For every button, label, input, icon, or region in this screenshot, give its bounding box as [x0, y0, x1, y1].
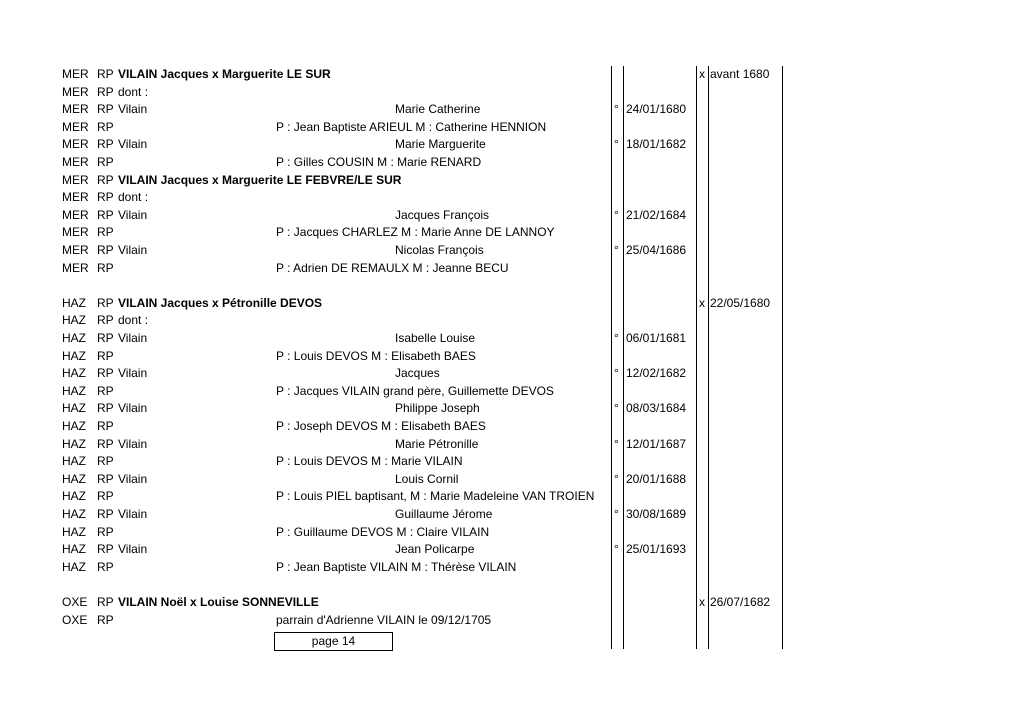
parents-cell: P : Gilles COUSIN M : Marie RENARD [276, 155, 482, 169]
marriage-mark-cell: x [699, 67, 705, 81]
parents-cell: P : Joseph DEVOS M : Elisabeth BAES [276, 419, 486, 433]
rp-cell: RP [97, 542, 114, 557]
marriage-date-cell: 26/07/1682 [710, 595, 771, 609]
table-row [0, 136, 1024, 154]
birth-date-cell: 24/01/1680 [626, 102, 687, 117]
rp-cell: RP [97, 207, 114, 222]
marriage-date-cell: 22/05/1680 [710, 295, 771, 310]
table-row [0, 488, 1024, 506]
birth-mark-cell: ° [614, 436, 619, 451]
rp-cell: RP [97, 366, 114, 381]
name-cell: Vilain [118, 243, 148, 257]
first-name-cell: Marie Catherine [395, 102, 481, 117]
first-name-cell: Nicolas François [395, 243, 484, 257]
rp-cell: RP [97, 524, 114, 539]
marriage-mark-cell: x [699, 295, 705, 310]
parents-cell: P : Guillaume DEVOS M : Claire VILAIN [276, 524, 490, 539]
rp-cell: RP [97, 454, 114, 469]
first-name-cell: Philippe Joseph [395, 401, 480, 416]
page-number-box [274, 632, 393, 651]
table-row [0, 383, 1024, 401]
table-row [0, 400, 1024, 418]
first-name-cell: Guillaume Jérome [395, 507, 493, 521]
name-cell: Vilain [118, 137, 148, 152]
table-row [0, 189, 1024, 207]
place-cell: HAZ [62, 454, 86, 469]
rp-cell: RP [97, 612, 114, 627]
birth-date-cell: 06/01/1681 [626, 331, 687, 345]
first-name-cell: Isabelle Louise [395, 331, 476, 345]
place-cell: HAZ [62, 471, 86, 486]
rp-cell: RP [97, 102, 114, 117]
birth-mark-cell: ° [614, 401, 619, 416]
place-cell: MER [62, 67, 89, 81]
name-cell: VILAIN Jacques x Pétronille DEVOS [118, 295, 323, 310]
birth-date-cell: 08/03/1684 [626, 401, 687, 416]
parents-cell: P : Jacques VILAIN grand père, Guillemette DEVOS [276, 383, 554, 398]
rp-cell: RP [97, 436, 114, 451]
place-cell: MER [62, 84, 89, 99]
name-cell: Vilain [118, 366, 148, 381]
rp-cell: RP [97, 595, 114, 609]
rp-cell: RP [97, 348, 114, 363]
place-cell: HAZ [62, 366, 86, 381]
name-cell: Vilain [118, 542, 148, 557]
place-cell: HAZ [62, 507, 86, 521]
table-row [0, 119, 1024, 137]
place-cell: MER [62, 102, 89, 117]
rp-cell: RP [97, 559, 114, 574]
birth-mark-cell: ° [614, 366, 619, 381]
first-name-cell: Marie Marguerite [395, 137, 486, 152]
parents-cell: P : Adrien DE REMAULX M : Jeanne BECU [276, 260, 509, 275]
table-row [0, 66, 1024, 84]
birth-mark-cell: ° [614, 542, 619, 557]
table-row [0, 365, 1024, 383]
place-cell: HAZ [62, 295, 86, 310]
table-row [0, 172, 1024, 190]
rp-cell: RP [97, 84, 114, 99]
place-cell: MER [62, 119, 89, 134]
table-row [0, 84, 1024, 102]
name-cell: dont : [118, 313, 149, 328]
birth-mark-cell: ° [614, 137, 619, 152]
parents-cell: P : Jean Baptiste VILAIN M : Thérèse VILAIN [276, 559, 517, 574]
place-cell: MER [62, 190, 89, 205]
parents-cell: P : Louis DEVOS M : Elisabeth BAES [276, 348, 476, 363]
rp-cell: RP [97, 507, 114, 521]
rp-cell: RP [97, 155, 114, 169]
parents-cell: parrain d'Adrienne VILAIN le 09/12/1705 [276, 612, 492, 627]
table-row [0, 207, 1024, 225]
birth-mark-cell: ° [614, 243, 619, 257]
place-cell: HAZ [62, 313, 86, 328]
place-cell: HAZ [62, 348, 86, 363]
table-row [0, 330, 1024, 348]
table-row [0, 471, 1024, 489]
marriage-date-cell: avant 1680 [710, 67, 770, 81]
birth-date-cell: 20/01/1688 [626, 471, 687, 486]
place-cell: MER [62, 260, 89, 275]
place-cell: HAZ [62, 524, 86, 539]
rp-cell: RP [97, 172, 114, 187]
table-row [0, 260, 1024, 278]
parents-cell: P : Louis DEVOS M : Marie VILAIN [276, 454, 463, 469]
place-cell: MER [62, 137, 89, 152]
birth-mark-cell: ° [614, 207, 619, 222]
rp-cell: RP [97, 471, 114, 486]
name-cell: VILAIN Jacques x Marguerite LE FEBVRE/LE SUR [118, 172, 402, 187]
place-cell: HAZ [62, 331, 86, 345]
birth-mark-cell: ° [614, 471, 619, 486]
place-cell: MER [62, 207, 89, 222]
table-row [0, 312, 1024, 330]
name-cell: Vilain [118, 207, 148, 222]
name-cell: Vilain [118, 401, 148, 416]
place-cell: HAZ [62, 436, 86, 451]
name-cell: Vilain [118, 102, 148, 117]
rp-cell: RP [97, 225, 114, 240]
table-row [0, 154, 1024, 172]
parents-cell: P : Jean Baptiste ARIEUL M : Catherine HENNION [276, 119, 547, 134]
name-cell: VILAIN Noël x Louise SONNEVILLE [118, 595, 319, 609]
table-row [0, 506, 1024, 524]
table-row [0, 348, 1024, 366]
birth-date-cell: 12/01/1687 [626, 436, 687, 451]
rp-cell: RP [97, 137, 114, 152]
place-cell: MER [62, 243, 89, 257]
table-row [0, 418, 1024, 436]
name-cell: Vilain [118, 331, 148, 345]
rp-cell: RP [97, 489, 114, 504]
table-row [0, 277, 1024, 295]
first-name-cell: Marie Pétronille [395, 436, 479, 451]
place-cell: HAZ [62, 559, 86, 574]
rp-cell: RP [97, 67, 114, 81]
place-cell: MER [62, 225, 89, 240]
birth-date-cell: 21/02/1684 [626, 207, 687, 222]
place-cell: HAZ [62, 383, 86, 398]
rp-cell: RP [97, 331, 114, 345]
rp-cell: RP [97, 295, 114, 310]
table-row [0, 101, 1024, 119]
name-cell: Vilain [118, 471, 148, 486]
parents-cell: P : Louis PIEL baptisant, M : Marie Madeleine VAN TROIEN [276, 489, 595, 504]
first-name-cell: Jacques François [395, 207, 490, 222]
birth-mark-cell: ° [614, 102, 619, 117]
table-row [0, 295, 1024, 313]
rp-cell: RP [97, 190, 114, 205]
first-name-cell: Jean Policarpe [395, 542, 475, 557]
table-row [0, 576, 1024, 594]
parents-cell: P : Jacques CHARLEZ M : Marie Anne DE LANNOY [276, 225, 555, 240]
name-cell: VILAIN Jacques x Marguerite LE SUR [118, 67, 331, 81]
rp-cell: RP [97, 243, 114, 257]
page-number: page 14 [311, 634, 356, 648]
name-cell: dont : [118, 84, 149, 99]
birth-date-cell: 30/08/1689 [626, 507, 687, 521]
first-name-cell: Jacques [395, 366, 440, 381]
place-cell: OXE [62, 595, 88, 609]
rp-cell: RP [97, 119, 114, 134]
birth-date-cell: 25/04/1686 [626, 243, 687, 257]
rp-cell: RP [97, 313, 114, 328]
place-cell: OXE [62, 612, 88, 627]
rp-cell: RP [97, 401, 114, 416]
birth-date-cell: 12/02/1682 [626, 366, 687, 381]
name-cell: Vilain [118, 507, 148, 521]
table-row [0, 559, 1024, 577]
rp-cell: RP [97, 260, 114, 275]
table-row [0, 453, 1024, 471]
place-cell: HAZ [62, 419, 86, 433]
name-cell: dont : [118, 190, 149, 205]
table-row [0, 436, 1024, 454]
table-row [0, 594, 1024, 612]
place-cell: HAZ [62, 542, 86, 557]
first-name-cell: Louis Cornil [395, 471, 459, 486]
birth-date-cell: 25/01/1693 [626, 542, 687, 557]
name-cell: Vilain [118, 436, 148, 451]
table-row [0, 612, 1024, 630]
rp-cell: RP [97, 383, 114, 398]
table-row [0, 242, 1024, 260]
place-cell: MER [62, 172, 89, 187]
table-row [0, 524, 1024, 542]
birth-mark-cell: ° [614, 331, 619, 345]
place-cell: MER [62, 155, 89, 169]
place-cell: HAZ [62, 401, 86, 416]
birth-date-cell: 18/01/1682 [626, 137, 687, 152]
table-row [0, 541, 1024, 559]
marriage-mark-cell: x [699, 595, 705, 609]
rp-cell: RP [97, 419, 114, 433]
table-row [0, 224, 1024, 242]
birth-mark-cell: ° [614, 507, 619, 521]
place-cell: HAZ [62, 489, 86, 504]
